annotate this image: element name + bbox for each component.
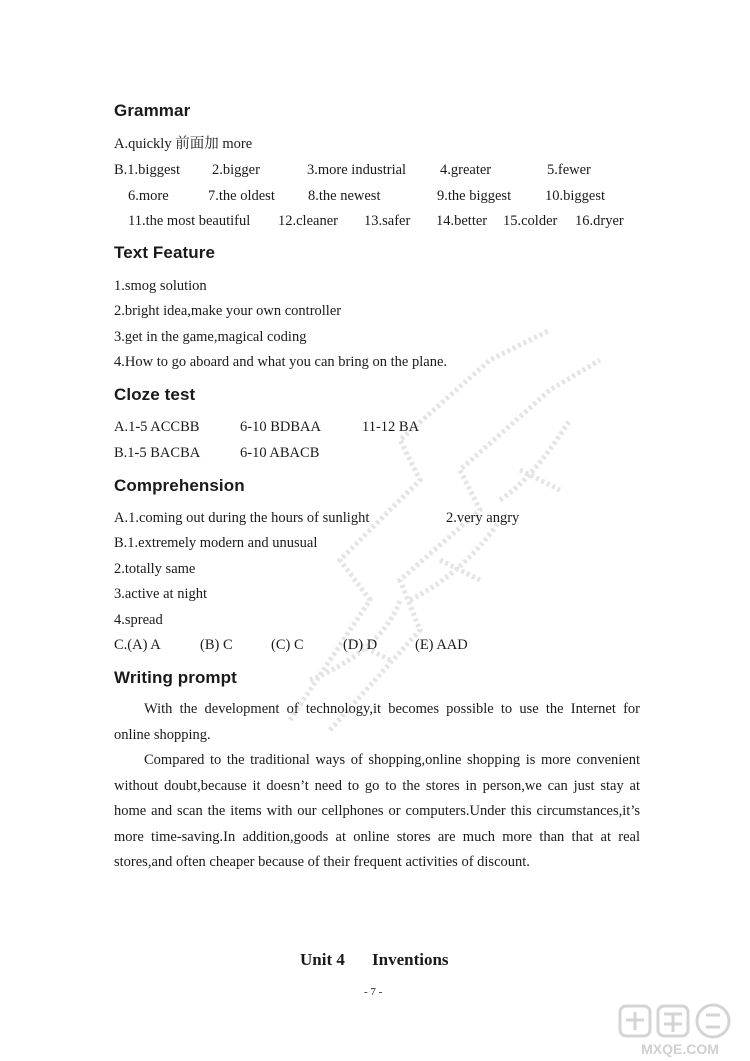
writing-paragraph-1 [114, 697, 640, 748]
cloze-answer: A.1-5 ACCBB [114, 419, 200, 435]
grammar-item: 15.colder [503, 213, 558, 229]
comprehension-answer: 2.very angry [446, 510, 520, 526]
grammar-line-a: A.quickly 前面加 more [114, 136, 253, 152]
page-number: - 7 - [364, 986, 383, 998]
comprehension-answer: (E) AAD [415, 637, 468, 653]
grammar-item: 14.better [436, 213, 488, 229]
site-watermark-logo [610, 1000, 750, 1061]
grammar-item: 2.bigger [212, 162, 260, 178]
grammar-item: 13.safer [364, 213, 411, 229]
unit-label: Unit 4 [300, 950, 345, 969]
grammar-item: 5.fewer [547, 162, 591, 178]
comprehension-answer: B.1.extremely modern and unusual [114, 535, 318, 551]
unit-title: Inventions [372, 950, 449, 969]
grammar-item: 6.more [128, 188, 169, 204]
cloze-answer: 6-10 ABACB [240, 445, 320, 461]
writing-paragraph-1-text: With the development of technology,it becomes possible to use the Internet for online shopping. [114, 701, 640, 743]
writing-heading: Writing prompt [114, 668, 237, 687]
comprehension-answer: 4.spread [114, 612, 163, 628]
comprehension-answer: 2.totally same [114, 561, 196, 577]
comprehension-heading: Comprehension [114, 476, 245, 495]
cloze-heading: Cloze test [114, 385, 196, 404]
comprehension-answer: 3.active at night [114, 586, 208, 602]
grammar-item: 3.more industrial [307, 162, 407, 178]
writing-paragraph-2 [114, 748, 640, 876]
text-feature-item: 3.get in the game,magical coding [114, 329, 307, 345]
comprehension-answer: C.(A) A [114, 637, 161, 653]
watermark-url: MXQE.COM [641, 1041, 719, 1057]
grammar-item: 11.the most beautiful [128, 213, 251, 229]
grammar-item: 10.biggest [545, 188, 606, 204]
cloze-answer: 6-10 BDBAA [240, 419, 321, 435]
text-feature-item: 2.bright idea,make your own controller [114, 303, 342, 319]
grammar-item: 7.the oldest [208, 188, 275, 204]
grammar-item: B.1.biggest [114, 162, 181, 178]
grammar-item: 4.greater [440, 162, 492, 178]
comprehension-answer: (D) D [343, 637, 378, 653]
grammar-item: 9.the biggest [437, 188, 512, 204]
grammar-item: 12.cleaner [278, 213, 338, 229]
writing-paragraph-2-text: Compared to the traditional ways of shopping,online shopping is more convenient without doubt,because it doesn’t need to go to the stores in person,we can just stay at home and scan the items with our cellphones or computers.Under this circumstances,it’s more time-saving.In addition,goods at online stores are much more than that at real stores,and often cheaper because of their frequent activities of discount. [114, 752, 640, 871]
cloze-answer: B.1-5 BACBA [114, 445, 201, 461]
comprehension-answer: (C) C [271, 637, 304, 653]
grammar-item: 16.dryer [575, 213, 624, 229]
comprehension-answer: (B) C [200, 637, 233, 653]
grammar-item: 8.the newest [308, 188, 381, 204]
comprehension-answer: A.1.coming out during the hours of sunlight [114, 510, 370, 526]
cloze-answer: 11-12 BA [362, 419, 420, 435]
grammar-heading: Grammar [114, 101, 191, 120]
text-feature-heading: Text Feature [114, 243, 216, 262]
text-feature-item: 1.smog solution [114, 278, 207, 294]
text-feature-item: 4.How to go aboard and what you can bring on the plane. [114, 354, 448, 370]
